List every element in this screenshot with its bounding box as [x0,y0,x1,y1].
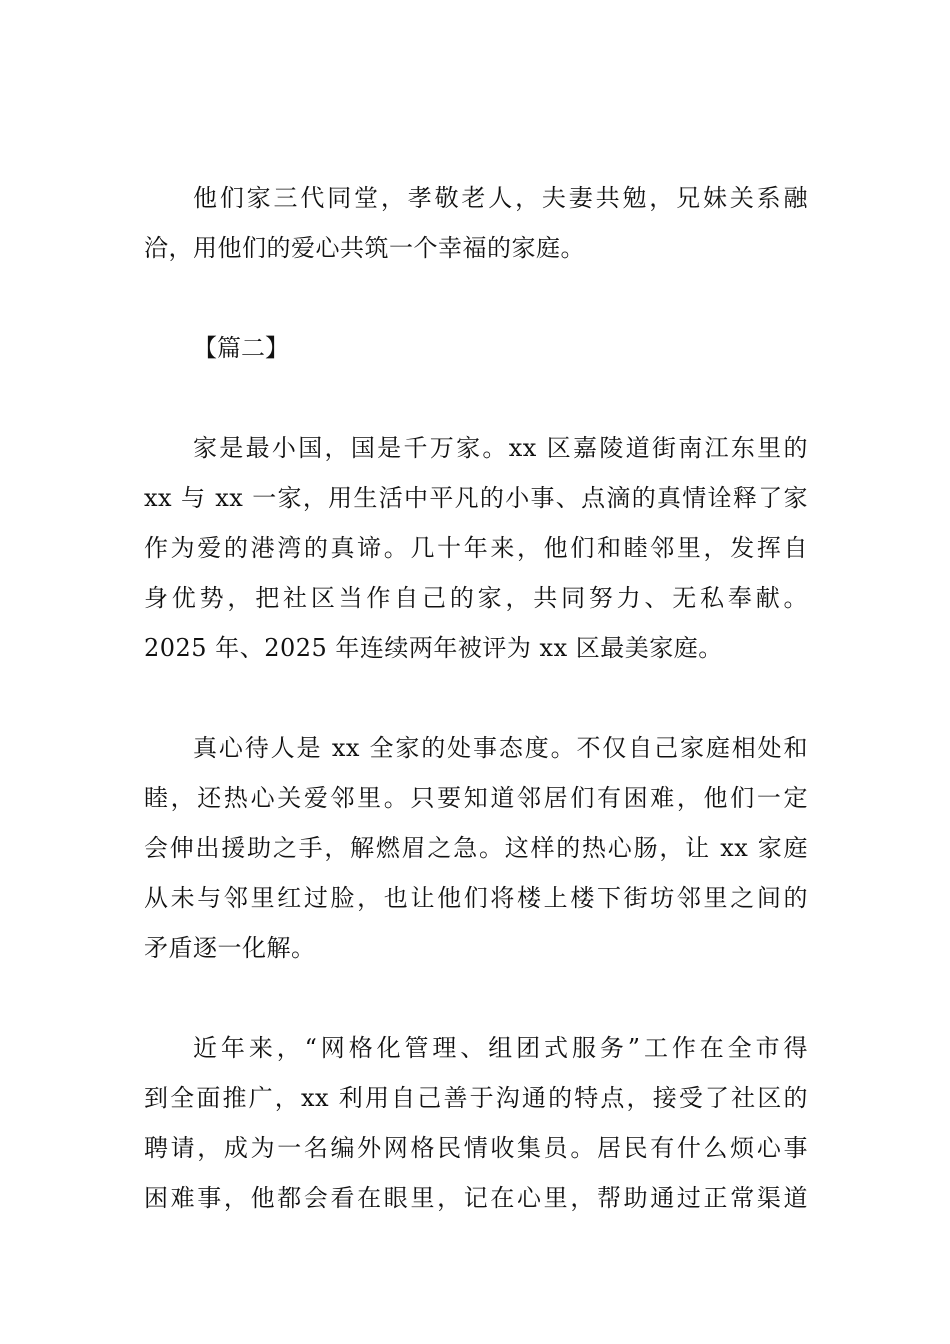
paragraph-2-line-1: 家是最小国，国是千万家。xx 区嘉陵道街南江东里的 [193,434,808,462]
paragraph-4-line-4: 困难事，他都会看在眼里，记在心里，帮助通过正常渠道 [144,1184,808,1212]
paragraph-2-line-3: 作为爱的港湾的真谛。几十年来，他们和睦邻里，发挥自 [144,534,808,562]
paragraph-1-line-2: 洽，用他们的爱心共筑一个幸福的家庭。 [144,234,585,262]
paragraph-3-line-1: 真心待人是 xx 全家的处事态度。不仅自己家庭相处和 [193,734,808,762]
paragraph-3-line-3: 会伸出援助之手，解燃眉之急。这样的热心肠，让 xx 家庭 [144,834,808,862]
paragraph-2-line-2: xx 与 xx 一家，用生活中平凡的小事、点滴的真情诠释了家 [144,484,808,512]
paragraph-3-line-2: 睦，还热心关爱邻里。只要知道邻居们有困难，他们一定 [144,784,808,812]
paragraph-2-line-5: 2025 年、2025 年连续两年被评为 xx 区最美家庭。 [144,634,723,662]
paragraph-3-line-5: 矛盾逐一化解。 [144,934,316,962]
paragraph-3-line-4: 从未与邻里红过脸，也让他们将楼上楼下街坊邻里之间的 [144,884,808,912]
section-heading: 【篇二】 [193,334,289,362]
paragraph-2-line-4: 身优势，把社区当作自己的家，共同努力、无私奉献。 [144,584,808,612]
paragraph-4-line-1: 近年来，“网格化管理、组团式服务”工作在全市得 [193,1034,808,1062]
paragraph-1-line-1: 他们家三代同堂，孝敬老人，夫妻共勉，兄妹关系融 [193,184,808,212]
paragraph-4-line-3: 聘请，成为一名编外网格民情收集员。居民有什么烦心事 [144,1134,808,1162]
paragraph-4-line-2: 到全面推广，xx 利用自己善于沟通的特点，接受了社区的 [144,1084,808,1112]
